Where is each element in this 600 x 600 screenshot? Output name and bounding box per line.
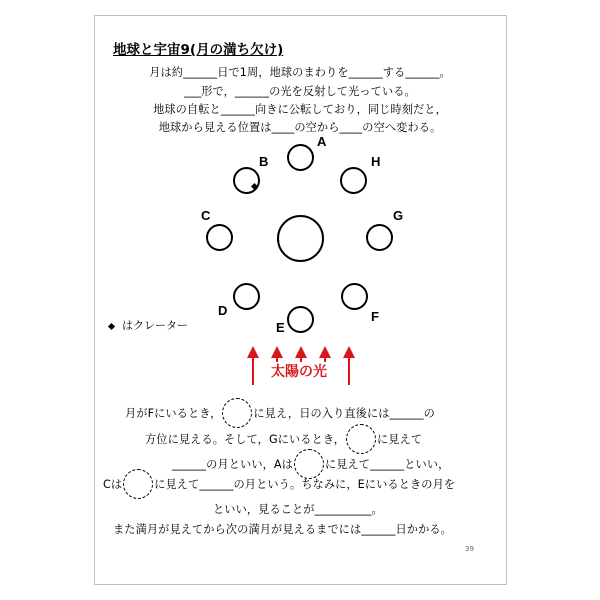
- q4-text-b: に見えて______の月という。ちなみに，Eにいるときの月を: [154, 478, 456, 491]
- label-a: A: [317, 134, 327, 149]
- page-number: 39: [465, 545, 474, 553]
- label-g: G: [393, 208, 404, 223]
- answer-circle-4[interactable]: [123, 469, 153, 499]
- label-d: D: [218, 303, 228, 318]
- q2-text-a: 方位に見える。そして，Gにいるとき，: [145, 433, 345, 446]
- sunlight-label: 太陽の光: [271, 364, 327, 380]
- q2-text-b: に見えて: [377, 433, 423, 446]
- q4-text-a: Cは: [103, 478, 123, 491]
- question-line-4: [103, 476, 455, 492]
- question-line-1: [125, 405, 435, 421]
- question-line-3: [172, 456, 449, 472]
- question-line-5: といい，見ることが__________。: [213, 503, 383, 516]
- q3-text-a: ______の月といい，Aは: [172, 458, 293, 471]
- page-title: 地球と宇宙9(月の満ち欠け): [113, 42, 284, 58]
- q1-text-a: 月がFにいるとき，: [125, 407, 222, 420]
- label-c: C: [201, 208, 211, 223]
- question-line-2: [145, 431, 422, 447]
- answer-circle-2[interactable]: [346, 424, 376, 454]
- q3-text-b: に見えて______といい，: [324, 458, 450, 471]
- crater-legend-text: はクレーター: [122, 319, 188, 332]
- q1-text-b: に見え，日の入り直後には______の: [253, 407, 435, 420]
- intro-line-3: 地球の自転と______向きに公転しており，同じ時刻だと，: [153, 103, 447, 116]
- intro-line-4: 地球から見える位置は____の空から____の空へ変わる。: [158, 121, 442, 134]
- answer-circle-3[interactable]: [294, 449, 324, 479]
- intro-line-1: 月は約______日で1周，地球のまわりを______する______。: [149, 66, 451, 79]
- label-b: B: [259, 154, 269, 169]
- label-f: F: [371, 309, 379, 324]
- question-line-6: また満月が見えてから次の満月が見えるまでには______日かかる。: [113, 523, 452, 536]
- label-h: H: [371, 154, 381, 169]
- label-e: E: [276, 320, 285, 335]
- intro-line-2: ___形で，______の光を反射して光っている。: [184, 85, 416, 98]
